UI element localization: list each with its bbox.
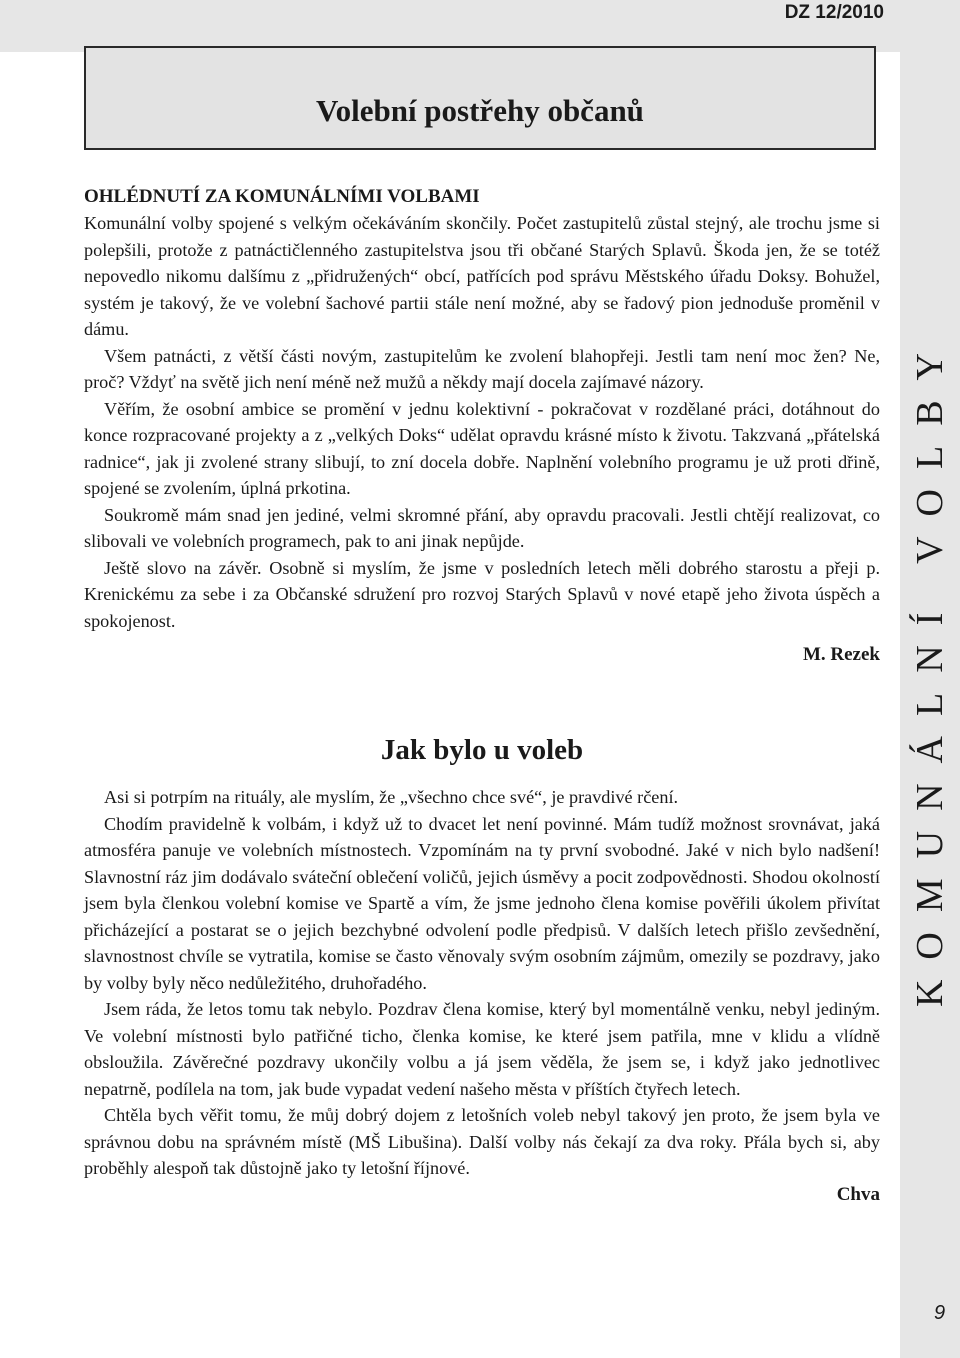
article-author: Chva <box>836 1183 880 1205</box>
page-number: 9 <box>934 1302 946 1324</box>
issue-label: DZ 12/2010 <box>784 2 884 23</box>
article-ohlednuti <box>84 184 880 669</box>
article-paragraph: Soukromě mám snad jen jediné, velmi skromné přání, aby opravdu pracovali. Jestli chtějí realizovat, co slibovali ve volebních programech, pak to ani jinak nepůjde. <box>84 504 880 551</box>
article-paragraph: Ještě slovo na závěr. Osobně si myslím, že jsme v posledních letech měli dobrého starostu a přeji p. Krenickému za sebe i za Občanské sdružení pro rozvoj Starých Splavů v nové etapě jeho života úspěch a spokojenost. <box>84 557 880 631</box>
section-vertical-label: KOMUNÁLNÍ VOLBY <box>909 332 952 1008</box>
article-paragraph: Asi si potrpím na rituály, ale myslím, že „všechno chce své“, je pravdivé rčení. <box>104 787 679 807</box>
article-author: M. Rezek <box>802 644 880 665</box>
article-jak-bylo-u-voleb <box>84 784 880 1208</box>
main-title-box <box>84 46 876 150</box>
section-vertical-label-wrap <box>900 300 960 1040</box>
article-paragraph: Chodím pravidelně k volbám, i když už to dvacet let není povinné. Mám tudíž možnost srovnávat, jaká atmosféra panuje ve volebních místnostech. Vzpomínám na ty první svobodné. Jaké v nich bylo nadšení! Slavnostní ráz jim dodávalo sváteční oblečení voličů, jejich úsměvy a pocit zodpovědnosti. Shodou okolností jsem byla členkou volební komise ve Spartě a vím, že jsme jednoho člena komise pověřili úkolem přivítat přicházející a postarat se o jejich bezchybné odvolení podle předpisů. V dalších letech přišlo zevšednění, slavnostnost chvíle se vytratila, komise se často věnovaly svým osobním zájmům, omezily se pozdravy, jako by volby byly něco nedůležitého, druhořadého. <box>84 813 880 993</box>
article-paragraph: Jsem ráda, že letos tomu tak nebylo. Pozdrav člena komise, který byl momentálně venku, nebyl jediným. Ve volební místnosti bylo patřičné ticho, členka komise, ke které jsem patřila, mne v klidu a vlídně obsloužila. Závěrečné pozdravy ukončily volbu a já jsem věděla, že jsem se, i když jako jednotlivec nepatrně, podílela na tom, jak bude vypadat vedení našeho města v příštích čtyřech letech. <box>84 999 880 1099</box>
article-paragraph: Věřím, že osobní ambice se promění v jednu kolektivní - pokračovat v rozdělané práci, dotáhnout do konce rozpracované projekty a z „velkých Doks“ udělat opravdu krásné místo k životu. Takzvaná „přátelská radnice“, jak ji zvolené strany slibují, to zní docela dobře. Naplnění volebního programu je už proti dřině, spojené se zvolením, úplná prkotina. <box>84 398 880 498</box>
article-title: Jak bylo u voleb <box>380 734 584 766</box>
article-paragraph: Všem patnácti, z větší části novým, zastupitelům ke zvolení blahopřeji. Jestli tam není moc žen? Ne, proč? Vždyť na světě jich není méně než mužů a někdy mají docela zajímavé názory. <box>84 345 880 392</box>
article-paragraph: Chtěla bych věřit tomu, že můj dobrý dojem z letošních voleb nebyl takový jen proto, že jsem byla ve správnou dobu na správném místě (MŠ Libušina). Další volby nás čekají za dva roky. Přála bych si, aby proběhly alespoň tak důstojně jako ty letošní říjnové. <box>84 1105 880 1178</box>
main-title: Volební postřehy občanů <box>316 93 644 128</box>
article-paragraph: Komunální volby spojené s velkým očekáváním skončily. Počet zastupitelů zůstal stejný, ale trochu jsme si polepšili, protože z patnáctičlenného zastupitelstva jsou tři občané Starých Splavů. Škoda jen, že se totéž nepovedlo nikomu dalšímu z „přidružených“ obcí, patřících pod správu Městského úřadu Doksy. Bohužel, systém je takový, že ve volební šachové partii stále není možné, aby se řadový pion jednoduše proměnil v dámu. <box>84 213 880 339</box>
article-heading: OHLÉDNUTÍ ZA KOMUNÁLNÍMI VOLBAMI <box>84 186 480 207</box>
